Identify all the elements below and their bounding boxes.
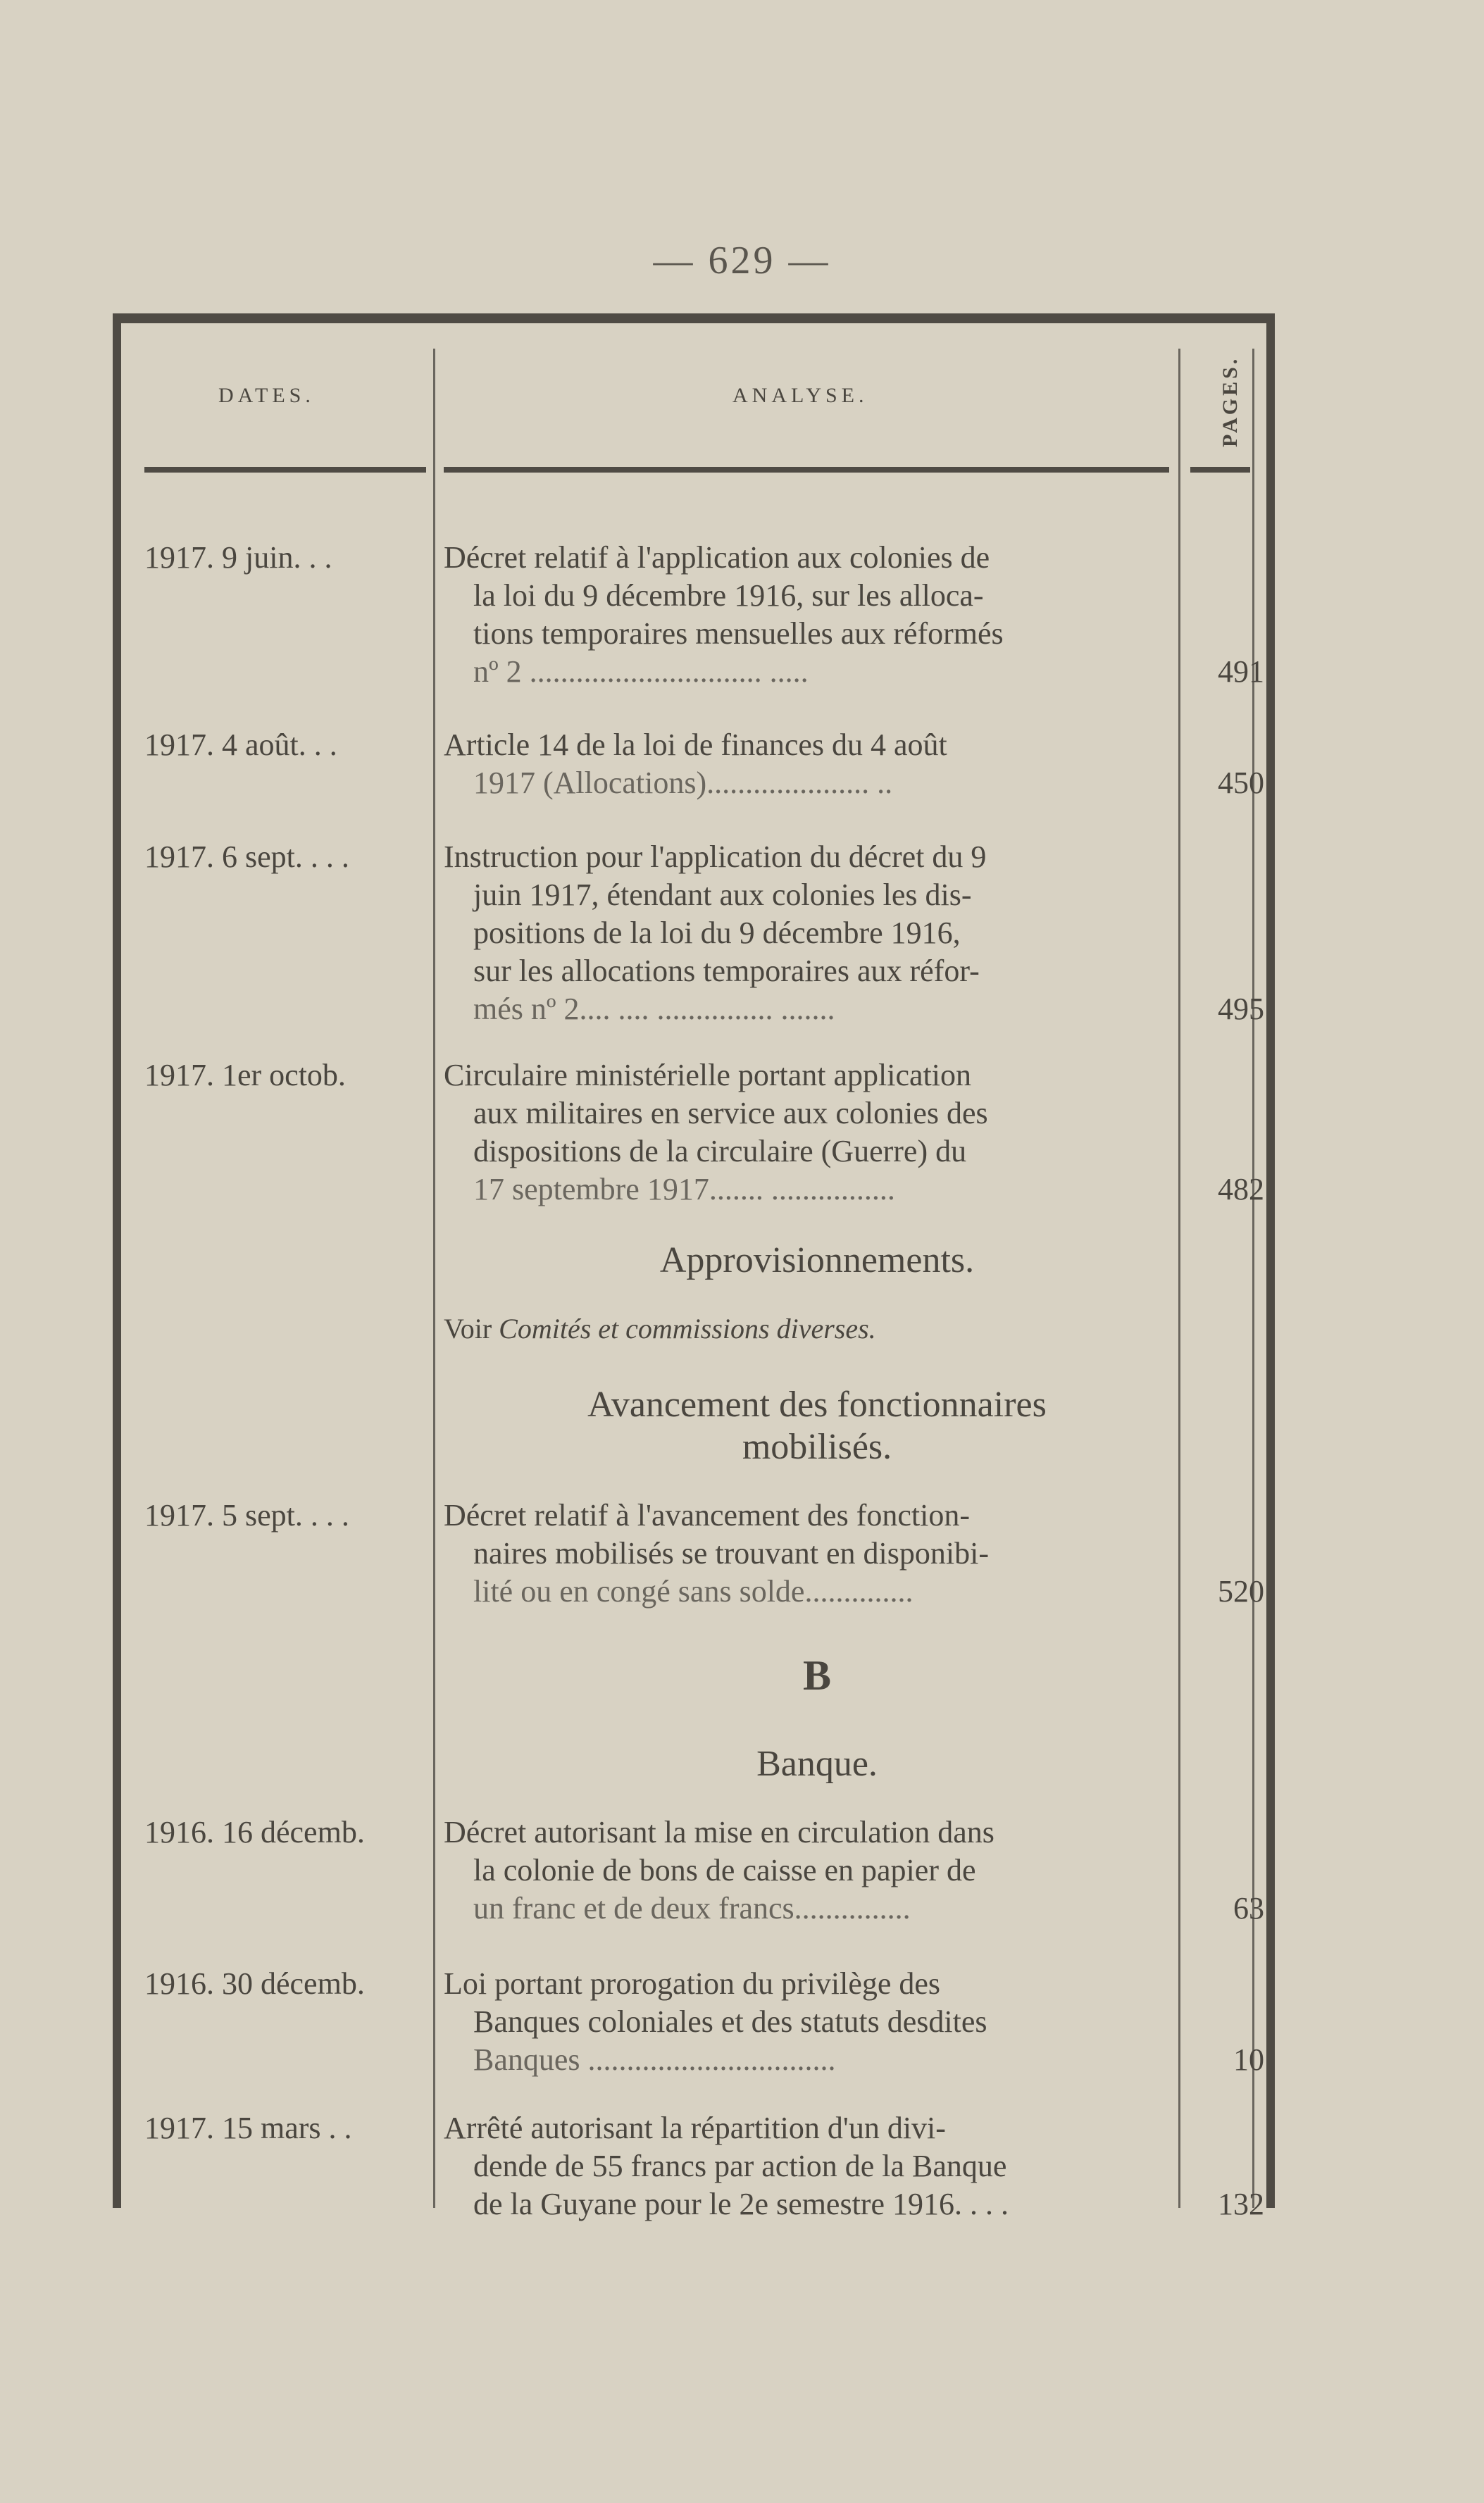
entry-line: Article 14 de la loi de finances du 4 août — [444, 728, 947, 762]
entry-line: la loi du 9 décembre 1916, sur les alloca- — [473, 578, 984, 613]
index-table — [113, 313, 1275, 2221]
entry-analysis — [444, 1497, 1190, 1611]
top-rule — [113, 313, 1275, 323]
see-also-note — [444, 1312, 1190, 1345]
entry-analysis — [444, 1056, 1190, 1209]
see-also-reference: Comités et commissions diverses. — [499, 1313, 876, 1344]
entry-date: 1916. 30 décemb. — [144, 1966, 365, 2001]
entry-line: Décret autorisant la mise en circulation dans — [444, 1815, 994, 1849]
entry-line: Décret relatif à l'application aux colonies de — [444, 540, 990, 575]
entry-page: 450 — [1218, 766, 1264, 800]
entry-analysis — [444, 2109, 1190, 2223]
entry-line: positions de la loi du 9 décembre 1916, — [473, 916, 961, 950]
entry-page: 520 — [1218, 1574, 1264, 1609]
left-rule — [113, 313, 121, 2208]
entry-page: 491 — [1218, 654, 1264, 689]
entry-line: lité ou en congé sans solde.............. — [473, 1574, 914, 1609]
header-dates: DATES. — [218, 384, 315, 407]
entry-analysis — [444, 1814, 1190, 1928]
entry-line: més nº 2.... .... ............... ....... — [473, 992, 835, 1026]
entry-line: nº 2 .............................. ..... — [473, 654, 809, 689]
entry-analysis — [444, 726, 1190, 802]
entry-line: de la Guyane pour le 2e semestre 1916. . . . — [473, 2187, 1009, 2221]
section-heading-line: mobilisés. — [742, 1427, 892, 1467]
entry-date: 1917. 5 sept. . . . — [144, 1498, 349, 1533]
entry-line: sur les allocations temporaires aux réfor- — [473, 954, 980, 988]
right-rule — [1266, 313, 1275, 2208]
entry-line: naires mobilisés se trouvant en disponibi- — [473, 1536, 989, 1571]
entry-line: Banques coloniales et des statuts desdites — [473, 2004, 987, 2039]
entry-page: 482 — [1218, 1172, 1264, 1206]
entry-analysis — [444, 1965, 1190, 2079]
header-rule-dates — [144, 467, 426, 473]
header-analyse: ANALYSE. — [732, 384, 868, 407]
header-rule-analyse — [444, 467, 1169, 473]
entry-line: tions temporaires mensuelles aux réformés — [473, 616, 1004, 651]
entry-date: 1917. 1er octob. — [144, 1058, 346, 1092]
entry-line: 1917 (Allocations)..................... .. — [473, 766, 893, 800]
entry-page: 495 — [1218, 992, 1264, 1026]
see-also-prefix: Voir — [444, 1313, 499, 1344]
entry-line: un franc et de deux francs............... — [473, 1891, 911, 1925]
letter-heading-b: B — [802, 1652, 832, 1699]
pages-right-divider — [1252, 349, 1254, 2208]
entry-date: 1917. 15 mars . . — [144, 2111, 352, 2145]
entry-date: 1917. 6 sept. . . . — [144, 839, 349, 874]
entry-line: juin 1917, étendant aux colonies les dis- — [473, 878, 972, 912]
entry-line: dende de 55 francs par action de la Banque — [473, 2149, 1007, 2183]
header-pages: PAGES. — [1218, 356, 1242, 447]
entry-line: Circulaire ministérielle portant application — [444, 1058, 971, 1092]
entry-date: 1916. 16 décemb. — [144, 1815, 365, 1849]
section-heading-avancement — [444, 1384, 1190, 1468]
entry-page: 132 — [1218, 2187, 1264, 2221]
entry-page: 63 — [1233, 1891, 1264, 1925]
entry-line: aux militaires en service aux colonies des — [473, 1096, 988, 1130]
entry-date: 1917. 4 août. . . — [144, 728, 337, 762]
dates-column-divider — [433, 349, 435, 2208]
entry-line: Instruction pour l'application du décret du 9 — [444, 839, 987, 874]
entry-line: Banques ................................ — [473, 2042, 836, 2077]
entry-line: dispositions de la circulaire (Guerre) du — [473, 1134, 967, 1168]
section-heading-approvisionnements: Approvisionnements. — [659, 1240, 975, 1280]
entry-line: la colonie de bons de caisse en papier de — [473, 1853, 976, 1887]
entry-line: Décret relatif à l'avancement des fonction- — [444, 1498, 970, 1533]
entry-line: Arrêté autorisant la répartition d'un divi- — [444, 2111, 946, 2145]
entry-page: 10 — [1233, 2042, 1264, 2077]
entry-analysis — [444, 539, 1190, 691]
section-heading-line: Avancement des fonctionnaires — [587, 1385, 1047, 1425]
header-rule-pages — [1190, 467, 1250, 473]
entry-date: 1917. 9 juin. . . — [144, 540, 332, 575]
section-heading-banque: Banque. — [756, 1744, 878, 1784]
page-number: — 629 — — [653, 239, 831, 282]
entry-line: 17 septembre 1917....... ................ — [473, 1172, 895, 1206]
entry-line: Loi portant prorogation du privilège des — [444, 1966, 941, 2001]
entry-analysis — [444, 838, 1190, 1028]
